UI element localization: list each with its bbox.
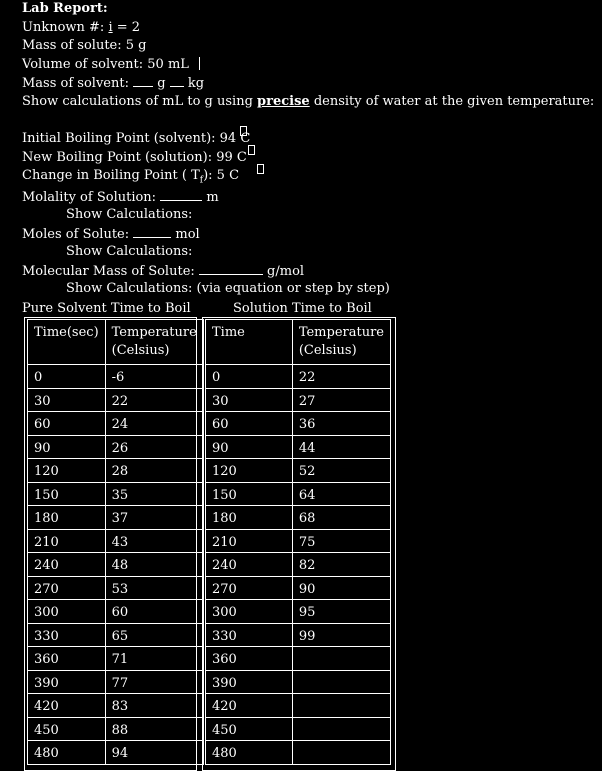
temperature-cell[interactable]: 60 bbox=[105, 600, 203, 624]
temperature-cell[interactable]: 26 bbox=[105, 435, 203, 459]
time-cell[interactable]: 360 bbox=[28, 647, 106, 671]
mass-solvent-kg-blank[interactable] bbox=[170, 74, 184, 87]
column-header: Time bbox=[206, 320, 293, 365]
table-row bbox=[206, 670, 391, 694]
temperature-cell[interactable]: 90 bbox=[292, 576, 390, 600]
temperature-cell[interactable]: 53 bbox=[105, 576, 203, 600]
time-cell[interactable]: 30 bbox=[206, 388, 293, 412]
time-cell[interactable]: 390 bbox=[206, 670, 293, 694]
temperature-cell[interactable]: 77 bbox=[105, 670, 203, 694]
temperature-cell[interactable]: 65 bbox=[105, 623, 203, 647]
time-cell[interactable]: 240 bbox=[206, 553, 293, 577]
molecular-mass-blank[interactable] bbox=[199, 262, 263, 275]
time-cell[interactable]: 420 bbox=[28, 694, 106, 718]
show-calculations-moles: Show Calculations: bbox=[66, 244, 193, 259]
table-row bbox=[28, 506, 204, 530]
temperature-cell[interactable]: 48 bbox=[105, 553, 203, 577]
temperature-cell[interactable]: 43 bbox=[105, 529, 203, 553]
table-row bbox=[28, 670, 204, 694]
text-cursor bbox=[199, 57, 200, 70]
temperature-cell[interactable] bbox=[292, 647, 390, 671]
temperature-cell[interactable]: 52 bbox=[292, 459, 390, 483]
temperature-cell[interactable]: 95 bbox=[292, 600, 390, 624]
time-cell[interactable]: 60 bbox=[28, 412, 106, 436]
lab-report bbox=[22, 0, 597, 299]
molality-blank[interactable] bbox=[160, 188, 202, 201]
time-cell[interactable]: 480 bbox=[206, 741, 293, 765]
molality: Molality of Solution: m bbox=[22, 189, 219, 205]
time-cell[interactable]: 30 bbox=[28, 388, 106, 412]
temperature-cell[interactable] bbox=[292, 717, 390, 741]
temperature-cell[interactable]: 36 bbox=[292, 412, 390, 436]
table-header-row bbox=[28, 320, 204, 365]
table-row bbox=[28, 623, 204, 647]
time-cell[interactable]: 390 bbox=[28, 670, 106, 694]
time-cell[interactable]: 150 bbox=[28, 482, 106, 506]
table-row bbox=[28, 529, 204, 553]
time-cell[interactable]: 0 bbox=[206, 365, 293, 389]
solution-table bbox=[205, 319, 391, 765]
temperature-cell[interactable]: 35 bbox=[105, 482, 203, 506]
moles-solute: Moles of Solute: mol bbox=[22, 226, 200, 242]
temperature-cell[interactable]: 27 bbox=[292, 388, 390, 412]
time-cell[interactable]: 330 bbox=[206, 623, 293, 647]
mass-solvent-g-blank[interactable] bbox=[133, 74, 153, 87]
temperature-cell[interactable]: 22 bbox=[105, 388, 203, 412]
time-cell[interactable]: 120 bbox=[28, 459, 106, 483]
time-cell[interactable]: 60 bbox=[206, 412, 293, 436]
temperature-cell[interactable]: 88 bbox=[105, 717, 203, 741]
time-cell[interactable]: 450 bbox=[206, 717, 293, 741]
table-row bbox=[206, 482, 391, 506]
temperature-cell[interactable]: 94 bbox=[105, 741, 203, 765]
table-row bbox=[206, 412, 391, 436]
change-boiling-point: Change in Boiling Point ( $T_f$): 5 C bbox=[22, 168, 240, 186]
unknown-number: Unknown #: i = 2 bbox=[22, 19, 141, 35]
temperature-cell[interactable]: 99 bbox=[292, 623, 390, 647]
temperature-cell[interactable]: 64 bbox=[292, 482, 390, 506]
table-row bbox=[206, 365, 391, 389]
temperature-cell[interactable]: 71 bbox=[105, 647, 203, 671]
table-row bbox=[28, 365, 204, 389]
molecular-mass: Molecular Mass of Solute: g/mol bbox=[22, 263, 305, 279]
time-cell[interactable]: 0 bbox=[28, 365, 106, 389]
table-row bbox=[206, 600, 391, 624]
temperature-cell[interactable]: 22 bbox=[292, 365, 390, 389]
initial-boiling-point: Initial Boiling Point (solvent): 94 C bbox=[22, 131, 251, 146]
temperature-cell[interactable]: 82 bbox=[292, 553, 390, 577]
pure-solvent-caption: Pure Solvent Time to Boil bbox=[22, 301, 191, 316]
table-row bbox=[28, 647, 204, 671]
time-cell[interactable]: 210 bbox=[28, 529, 106, 553]
time-cell[interactable]: 420 bbox=[206, 694, 293, 718]
time-cell[interactable]: 300 bbox=[206, 600, 293, 624]
temperature-cell[interactable] bbox=[292, 670, 390, 694]
time-cell[interactable]: 240 bbox=[28, 553, 106, 577]
time-cell[interactable]: 480 bbox=[28, 741, 106, 765]
temperature-cell[interactable]: -6 bbox=[105, 365, 203, 389]
time-cell[interactable]: 450 bbox=[28, 717, 106, 741]
temperature-cell[interactable]: 68 bbox=[292, 506, 390, 530]
time-cell[interactable]: 270 bbox=[28, 576, 106, 600]
table-row bbox=[206, 506, 391, 530]
table-row bbox=[206, 576, 391, 600]
placeholder-box-icon bbox=[257, 164, 264, 174]
moles-blank[interactable] bbox=[133, 225, 171, 238]
time-cell[interactable]: 90 bbox=[28, 435, 106, 459]
table-row bbox=[28, 600, 204, 624]
table-row bbox=[206, 529, 391, 553]
table-row bbox=[206, 623, 391, 647]
time-cell[interactable]: 150 bbox=[206, 482, 293, 506]
time-cell[interactable]: 360 bbox=[206, 647, 293, 671]
placeholder-box-icon bbox=[240, 126, 247, 136]
placeholder-box-icon bbox=[248, 145, 255, 155]
pure-solvent-table bbox=[27, 319, 204, 765]
volume-solvent: Volume of solvent: 50 mL bbox=[22, 56, 597, 75]
table-row bbox=[206, 647, 391, 671]
column-header: Temperature (Celsius) bbox=[105, 320, 203, 365]
table-row bbox=[206, 388, 391, 412]
time-cell[interactable]: 330 bbox=[28, 623, 106, 647]
table-row bbox=[28, 482, 204, 506]
show-calculations-molality: Show Calculations: bbox=[66, 207, 193, 222]
column-header: Time(sec) bbox=[28, 320, 106, 365]
table-row bbox=[206, 435, 391, 459]
show-calculations-equation: Show Calculations: (via equation or step by step) bbox=[66, 281, 390, 296]
table-row bbox=[28, 741, 204, 765]
temperature-cell[interactable]: 83 bbox=[105, 694, 203, 718]
table-row bbox=[206, 553, 391, 577]
time-cell[interactable]: 270 bbox=[206, 576, 293, 600]
table-row bbox=[28, 459, 204, 483]
table-row bbox=[28, 435, 204, 459]
show-calc-density: Show calculations of mL to g using precise density of water at the given temperature: bbox=[22, 93, 595, 109]
solution-caption: Solution Time to Boil bbox=[233, 301, 372, 316]
temperature-cell[interactable]: 28 bbox=[105, 459, 203, 483]
table-row bbox=[28, 553, 204, 577]
time-cell[interactable]: 90 bbox=[206, 435, 293, 459]
table-row bbox=[206, 694, 391, 718]
time-cell[interactable]: 300 bbox=[28, 600, 106, 624]
new-boiling-point: New Boiling Point (solution): 99 C bbox=[22, 149, 247, 165]
time-cell[interactable]: 120 bbox=[206, 459, 293, 483]
table-row bbox=[206, 741, 391, 765]
table-row bbox=[28, 717, 204, 741]
report-title: Lab Report: bbox=[22, 1, 108, 16]
time-cell[interactable]: 210 bbox=[206, 529, 293, 553]
time-cell[interactable]: 180 bbox=[206, 506, 293, 530]
time-cell[interactable]: 180 bbox=[28, 506, 106, 530]
table-row bbox=[28, 576, 204, 600]
temperature-cell[interactable]: 24 bbox=[105, 412, 203, 436]
temperature-cell[interactable]: 75 bbox=[292, 529, 390, 553]
temperature-cell[interactable]: 44 bbox=[292, 435, 390, 459]
temperature-cell[interactable]: 37 bbox=[105, 506, 203, 530]
table-row bbox=[28, 412, 204, 436]
table-row bbox=[28, 694, 204, 718]
mass-solute: Mass of solute: 5 g bbox=[22, 38, 147, 53]
mass-solvent: Mass of solvent: g kg bbox=[22, 76, 205, 91]
table-row bbox=[28, 388, 204, 412]
table-row bbox=[206, 459, 391, 483]
column-header: Temperature (Celsius) bbox=[292, 320, 390, 365]
table-row bbox=[206, 717, 391, 741]
temperature-cell[interactable] bbox=[292, 741, 390, 765]
table-header-row bbox=[206, 320, 391, 365]
temperature-cell[interactable] bbox=[292, 694, 390, 718]
